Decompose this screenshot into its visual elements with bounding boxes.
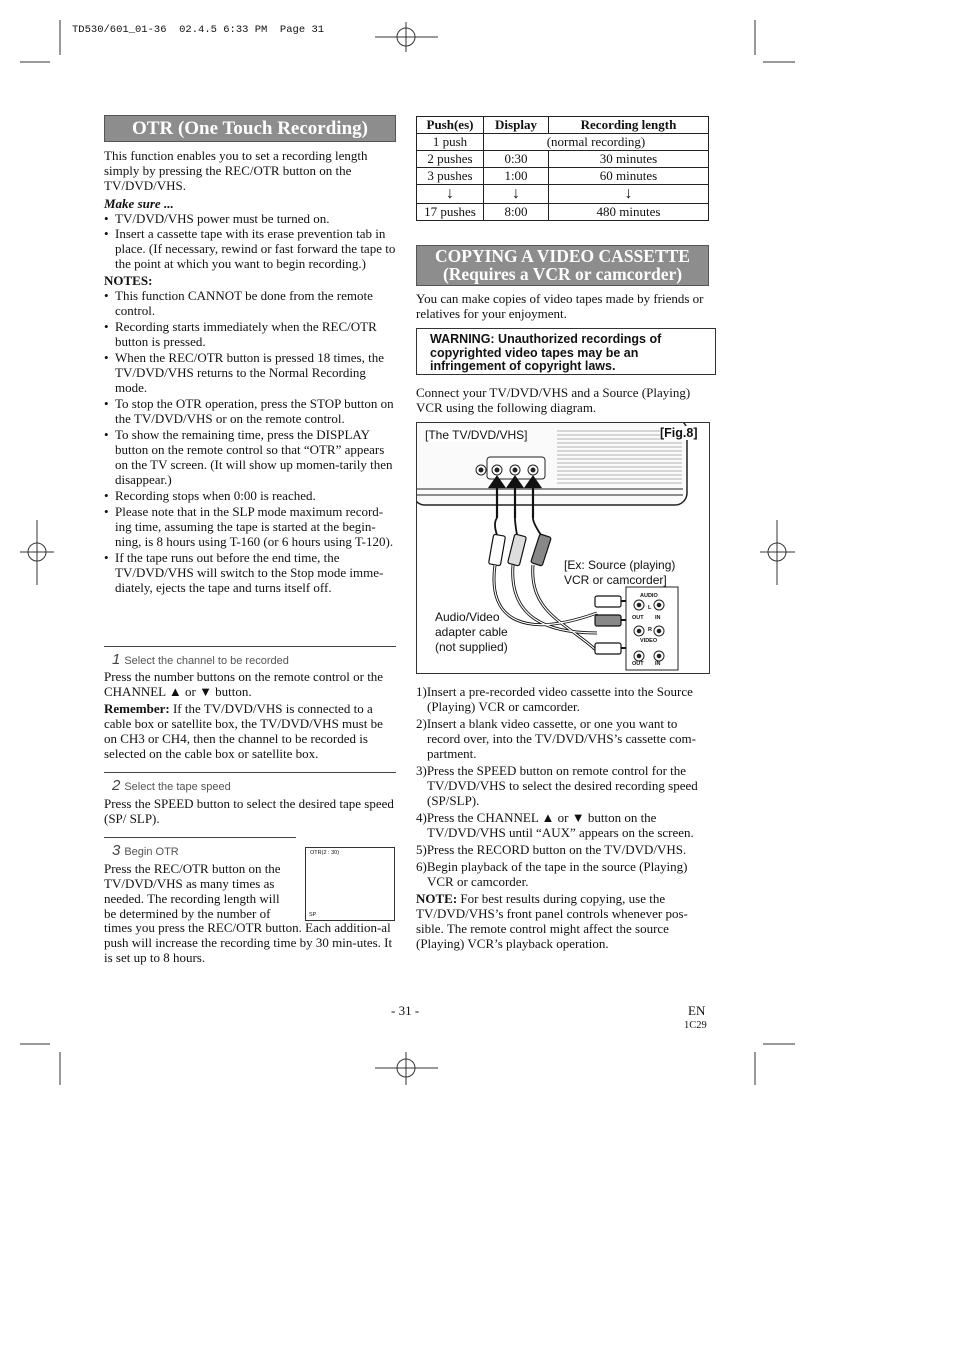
- note-item: • This function CANNOT be done from the remote control.: [104, 288, 373, 318]
- otr-intro: This function enables you to set a recording length simply by pressing the REC/OTR button on the TV/DVD/VHS.: [104, 148, 368, 193]
- panel-in: IN: [655, 661, 661, 667]
- copy-step: 5)Press the RECORD button on the TV/DVD/VHS.: [416, 842, 687, 857]
- note-item: • To show the remaining time, press the DISPLAY button on the remote control so that “OTR” appears on the TV screen. (It will show up momen-tarily then disappear.): [104, 427, 393, 487]
- panel-l: L: [648, 605, 652, 611]
- tv-label: [The TV/DVD/VHS]: [425, 428, 528, 442]
- otr-title: OTR (One Touch Recording): [104, 115, 396, 142]
- copy-connect: Connect your TV/DVD/VHS and a Source (Playing) VCR using the following diagram.: [416, 385, 691, 415]
- note-item: • To stop the OTR operation, press the STOP button on the TV/DVD/VHS or on the remote control.: [104, 396, 394, 426]
- cable-label: Audio/Video adapter cable (not supplied): [435, 610, 508, 654]
- copy-intro: You can make copies of video tapes made by friends or relatives for your enjoyment.: [416, 291, 704, 321]
- panel-audio: AUDIO: [640, 593, 658, 599]
- panel-video: VIDEO: [640, 638, 658, 644]
- table-row: 3 pushes 1:00 60 minutes: [417, 168, 709, 185]
- note-item: • If the tape runs out before the end time, the TV/DVD/VHS will switch to the Stop mode imme-diately, ejects the tape and turns itself off.: [104, 550, 384, 595]
- step1-body: Press the number buttons on the remote control or the CHANNEL ▲ or ▼ button. Remember: If the TV/DVD/VHS is connected to a cable box or satellite box, the TV/DVD/VHS must be on CH3 or CH4, then the channel to be recorded is selected on the cable box or satellite box.: [104, 669, 384, 761]
- step3-body-a: Press the REC/OTR button on the TV/DVD/VHS as many times as needed. The recording length will be determined by the number of: [104, 861, 281, 921]
- print-header: TD530/601_01-36 02.4.5 6:33 PM Page 31: [72, 24, 325, 36]
- page-number: - 31 -: [391, 1003, 420, 1018]
- otr-screen: OTR(2 : 30) SP: [305, 847, 395, 921]
- copy-step: 1)Insert a pre-recorded video cassette into the Source (Playing) VCR or camcorder.: [416, 684, 693, 714]
- make-sure-item: • TV/DVD/VHS power must be turned on.: [104, 211, 330, 226]
- step2-body: Press the SPEED button to select the desired tape speed (SP/ SLP).: [104, 796, 394, 826]
- otr-body: [104, 148, 398, 595]
- table-row: 1 push (normal recording): [417, 134, 709, 151]
- make-sure-label: Make sure ...: [104, 196, 174, 211]
- note-item: • Recording starts immediately when the REC/OTR button is pressed.: [104, 319, 377, 349]
- table-row: 17 pushes 8:00 480 minutes: [417, 204, 709, 221]
- step2-heading: 2 Select the tape speed: [112, 777, 231, 794]
- panel-in: IN: [655, 615, 661, 621]
- panel-r: R: [648, 627, 652, 633]
- step3-body-b: times you press the REC/OTR button. Each addition-al push will increase the recording time by 30 min-utes. It is set up to 8 hours.: [104, 920, 393, 965]
- copy-step: 6)Begin playback of the tape in the source (Playing) VCR or camcorder.: [416, 859, 688, 889]
- panel-out: OUT: [632, 615, 644, 621]
- doc-code: 1C29: [684, 1020, 707, 1031]
- note-item: • Please note that in the SLP mode maximum record-ing time, assuming the tape is started at the begin-ning, is 8 hours using T-160 (or 6 hours using T-120).: [104, 504, 394, 549]
- step3-heading: 3 Begin OTR: [112, 842, 179, 859]
- otr-table: Push(es) Display Recording length 1 push (normal recording) 2 pushes 0:30 30 minutes 3 pushes 1:00 60 minutes ↓ ↓ ↓ 17 pushes 8:00 480 minutes: [416, 116, 709, 221]
- copy-steps: [416, 684, 710, 951]
- make-sure-item: • Insert a cassette tape with its erase prevention tab in place. (If necessary, rewind or fast forward the tape to the point at which you want to begin recording.): [104, 226, 396, 271]
- copy-step: 2)Insert a blank video cassette, or one you want to record over, into the TV/DVD/VHS’s cassette com-partment.: [416, 716, 696, 761]
- note-item: • When the REC/OTR button is pressed 18 times, the TV/DVD/VHS returns to the Normal Recording mode.: [104, 350, 384, 395]
- lang-code: EN: [688, 1003, 706, 1018]
- copy-note: NOTE: For best results during copying, use the TV/DVD/VHS’s front panel controls whenever pos-sible. The remote control might affect the source (Playing) VCR’s playback operation.: [416, 891, 688, 951]
- table-row: 2 pushes 0:30 30 minutes: [417, 151, 709, 168]
- copy-step: 3)Press the SPEED button on remote control for the TV/DVD/VHS to select the desired recording speed (SP/SLP).: [416, 763, 698, 808]
- connection-diagram: [416, 422, 710, 674]
- step1-heading: 1 Select the channel to be recorded: [112, 651, 289, 668]
- notes-label: NOTES:: [104, 273, 153, 288]
- warning-box: WARNING: Unauthorized recordings of copyrighted video tapes may be an infringement of copyright laws.: [416, 328, 716, 375]
- copy-title: COPYING A VIDEO CASSETTE (Requires a VCR or camcorder): [416, 245, 709, 286]
- panel-out: OUT: [632, 661, 644, 667]
- note-item: • Recording stops when 0:00 is reached.: [104, 488, 316, 503]
- table-row: ↓ ↓ ↓: [417, 185, 709, 204]
- source-label: [Ex: Source (playing) VCR or camcorder]: [564, 558, 676, 587]
- fig-label: [Fig.8]: [660, 426, 698, 440]
- copy-step: 4)Press the CHANNEL ▲ or ▼ button on the TV/DVD/VHS until “AUX” appears on the screen.: [416, 810, 694, 840]
